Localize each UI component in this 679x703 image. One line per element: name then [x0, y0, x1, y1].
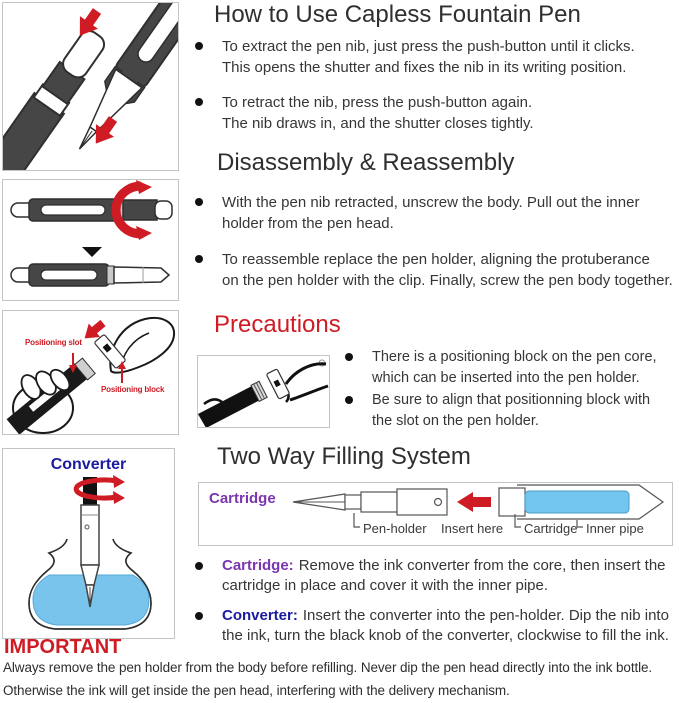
two-way-title: Two Way Filling System [217, 443, 471, 470]
pen-holder-part [293, 489, 447, 515]
pen-separated [11, 264, 169, 286]
finger-outline [290, 386, 328, 400]
disassembly-title: Disassembly & Reassembly [217, 149, 515, 176]
disassembly-bullet-1: With the pen nib retracted, unscrew the body. Pull out the inner holder from the pen head. [195, 192, 639, 234]
converter-term: Converter: [222, 607, 298, 624]
converter-bullet: Converter: Insert the converter into the pen-holder. Dip the nib into the ink, turn the black knob of the converter, clockwise to fill the ink. [195, 606, 669, 646]
how-to-title: How to Use Capless Fountain Pen [214, 1, 581, 28]
important-line-2: Otherwise the ink will get inside the pen head, interfering with the delivery mechanism. [3, 683, 510, 698]
inner-pipe-label: Inner pipe [586, 521, 644, 536]
cartridge-diagram [198, 482, 673, 546]
converter-label: Converter [50, 456, 127, 473]
bullet-dot [345, 353, 353, 361]
positioning-drawing [3, 311, 178, 434]
precautions-drawing [198, 356, 329, 427]
bullet-dot [195, 562, 203, 570]
important-title: IMPORTANT [4, 636, 122, 658]
bullet-dot [195, 255, 203, 263]
bullet-dot [345, 396, 353, 404]
bullet-dot [195, 98, 203, 106]
how-to-bullet-1: To extract the pen nib, just press the push-button until it clicks. This opens the shutter and fixes the nib in its writing position. [195, 36, 635, 78]
cartridge-label: Cartridge [524, 521, 578, 536]
cartridge-bullet: Cartridge: Remove the ink converter from the core, then insert the cartridge in place and cover it with the inner pipe. [195, 556, 666, 596]
converter-drawing [3, 473, 174, 638]
bullet-dot [195, 42, 203, 50]
step-arrow-icon [82, 247, 102, 257]
cartridge-diagram-heading: Cartridge [209, 490, 276, 507]
unscrew-illustration [2, 179, 179, 301]
pen-rear-half [3, 24, 112, 170]
positioning-slot-label: Positioning slot [25, 338, 82, 347]
insert-arrow-icon [457, 492, 491, 512]
pen-holder-label: Pen-holder [363, 521, 427, 536]
converter-illustration [2, 448, 175, 639]
press-button-illustration [2, 2, 179, 171]
positioning-block-label: Positioning block [101, 385, 165, 394]
precautions-title: Precautions [214, 311, 341, 338]
precautions-bullet-1: There is a positioning block on the pen core, which can be inserted into the pen holder. [345, 347, 657, 389]
press-button-drawing [3, 3, 178, 170]
bullet-dot [195, 198, 203, 206]
insert-here-label: Insert here [441, 521, 504, 536]
disassembly-bullet-2: To reassemble replace the pen holder, aligning the protuberance on the pen holder with the clip. Finally, screw the pen body together. [195, 249, 673, 291]
precautions-illustration [197, 355, 330, 428]
hand-outline [286, 364, 326, 384]
cartridge-term: Cartridge: [222, 557, 294, 574]
pen-body-piece [198, 386, 260, 427]
pen-assembled [11, 199, 172, 221]
important-line-1: Always remove the pen holder from the body before refilling. Never dip the pen head directly into the ink bottle. [3, 660, 653, 675]
cartridge-part [499, 485, 663, 519]
positioning-illustration [2, 310, 179, 435]
precautions-bullet-2: Be sure to align that positionning block with the slot on the pen holder. [345, 390, 650, 432]
how-to-bullet-2: To retract the nib, press the push-button again. The nib draws in, and the shutter closes tightly. [195, 92, 534, 134]
bullet-dot [195, 612, 203, 620]
unscrew-drawing [3, 180, 178, 300]
